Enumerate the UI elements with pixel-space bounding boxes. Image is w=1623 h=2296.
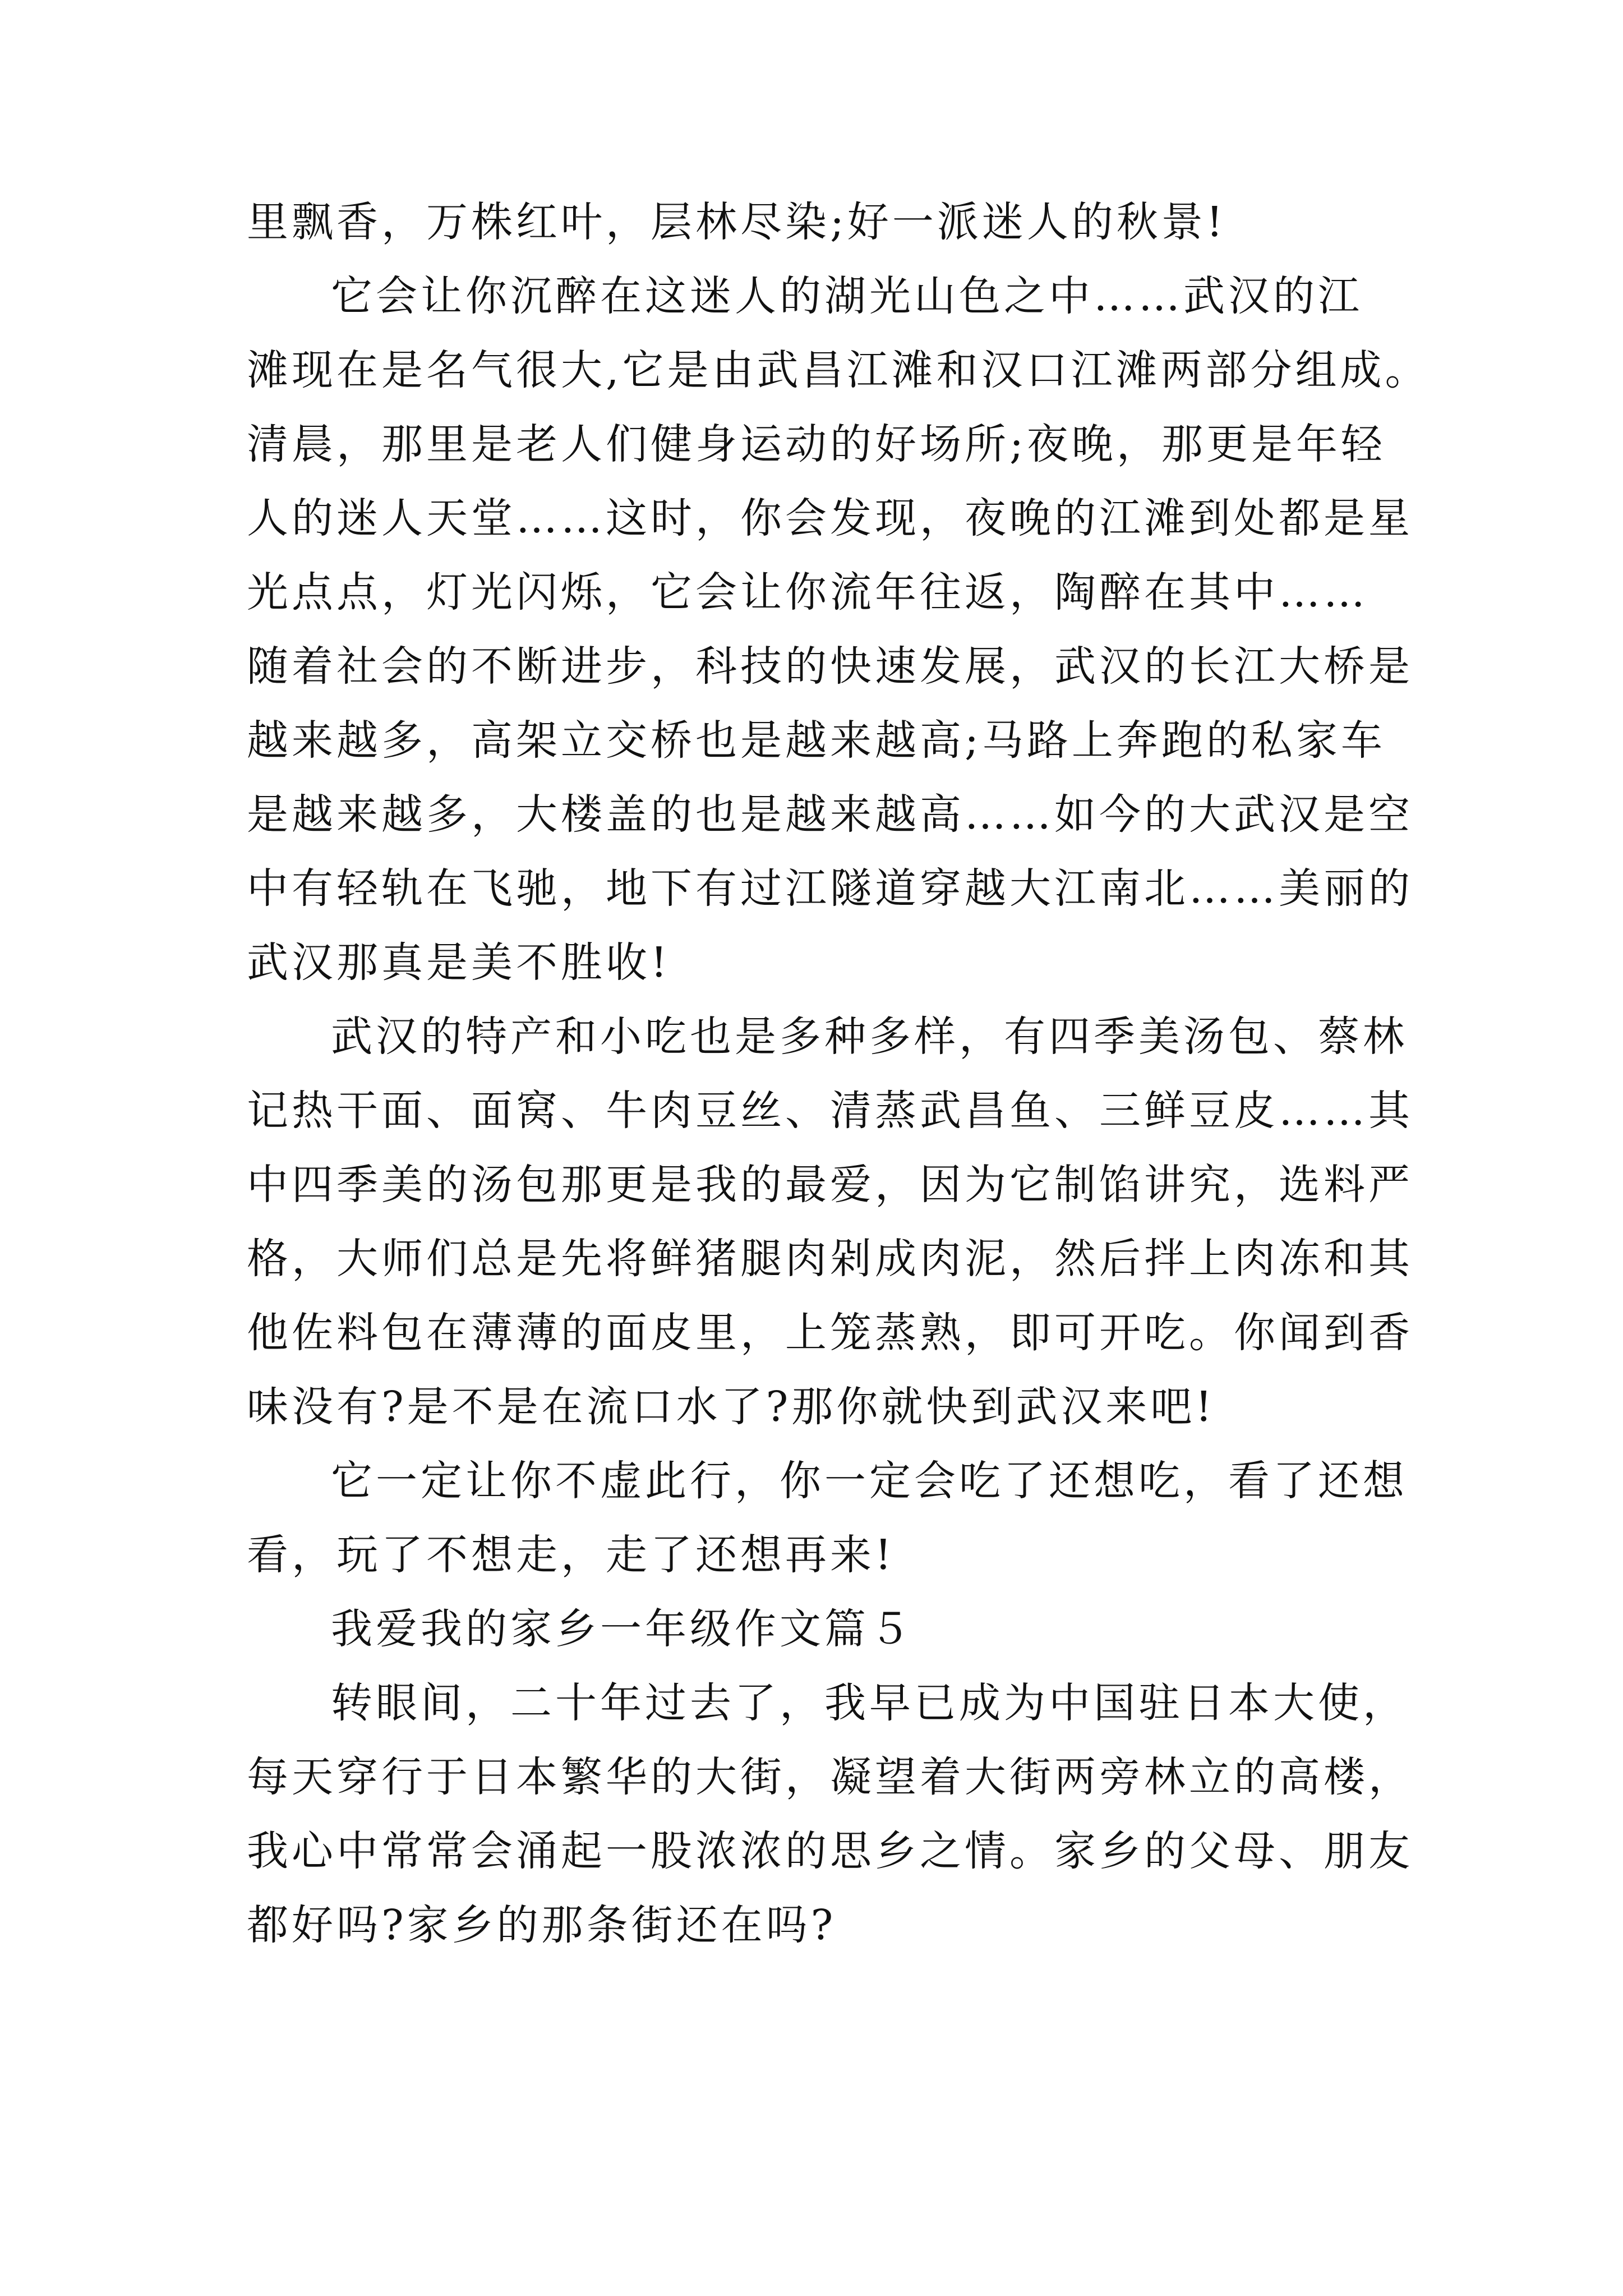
text-line: 看，玩了不想走，走了还想再来! <box>247 1531 895 1579</box>
text-line: 我爱我的家乡一年级作文篇５ <box>331 1605 914 1653</box>
text-line: 格，大师们总是先将鲜猪腿肉剁成肉泥，然后拌上肉冻和其 <box>247 1235 1413 1283</box>
text-line: 每天穿行于日本繁华的大街，凝望着大街两旁林立的高楼， <box>247 1753 1413 1801</box>
text-line: 人的迷人天堂……这时，你会发现，夜晚的江滩到处都是星 <box>247 494 1413 542</box>
text-line: 滩现在是名气很大,它是由武昌江滩和汉口江滩两部分组成。 <box>247 346 1430 394</box>
text-line: 是越来越多，大楼盖的也是越来越高……如今的大武汉是空 <box>247 790 1413 839</box>
text-line: 它会让你沉醉在这迷人的湖光山色之中……武汉的江 <box>331 272 1363 320</box>
text-line: 记热干面、面窝、牛肉豆丝、清蒸武昌鱼、三鲜豆皮……其 <box>247 1087 1413 1135</box>
document-body <box>247 185 1436 1962</box>
text-line: 他佐料包在薄薄的面皮里，上笼蒸熟，即可开吃。你闻到香 <box>247 1309 1413 1357</box>
text-line: 都好吗?家乡的那条街还在吗? <box>247 1901 837 1949</box>
text-line: 武汉的特产和小吃也是多种多样，有四季美汤包、蔡林 <box>331 1013 1408 1061</box>
text-line: 里飘香，万株红叶，层林尽染;好一派迷人的秋景! <box>247 198 1227 246</box>
text-line: 武汉那真是美不胜收! <box>247 938 671 987</box>
text-line: 越来越多，高架立交桥也是越来越高;马路上奔跑的私家车 <box>247 716 1386 765</box>
text-line: 它一定让你不虚此行，你一定会吃了还想吃，看了还想 <box>331 1457 1408 1505</box>
text-line: 中四季美的汤包那更是我的最爱，因为它制馅讲究，选料严 <box>247 1161 1413 1209</box>
text-line: 清晨，那里是老人们健身运动的好场所;夜晚，那更是年轻 <box>247 420 1386 468</box>
text-line: 光点点，灯光闪烁，它会让你流年往返，陶醉在其中…… <box>247 568 1368 616</box>
text-line: 随着社会的不断进步，科技的快速发展，武汉的长江大桥是 <box>247 642 1413 691</box>
text-line: 味没有?是不是在流口水了?那你就快到武汉来吧! <box>247 1383 1216 1431</box>
text-line: 转眼间，二十年过去了，我早已成为中国驻日本大使， <box>331 1679 1408 1727</box>
text-line: 我心中常常会涌起一股浓浓的思乡之情。家乡的父母、朋友 <box>247 1827 1413 1875</box>
text-line: 中有轻轨在飞驰，地下有过江隧道穿越大江南北……美丽的 <box>247 864 1413 913</box>
